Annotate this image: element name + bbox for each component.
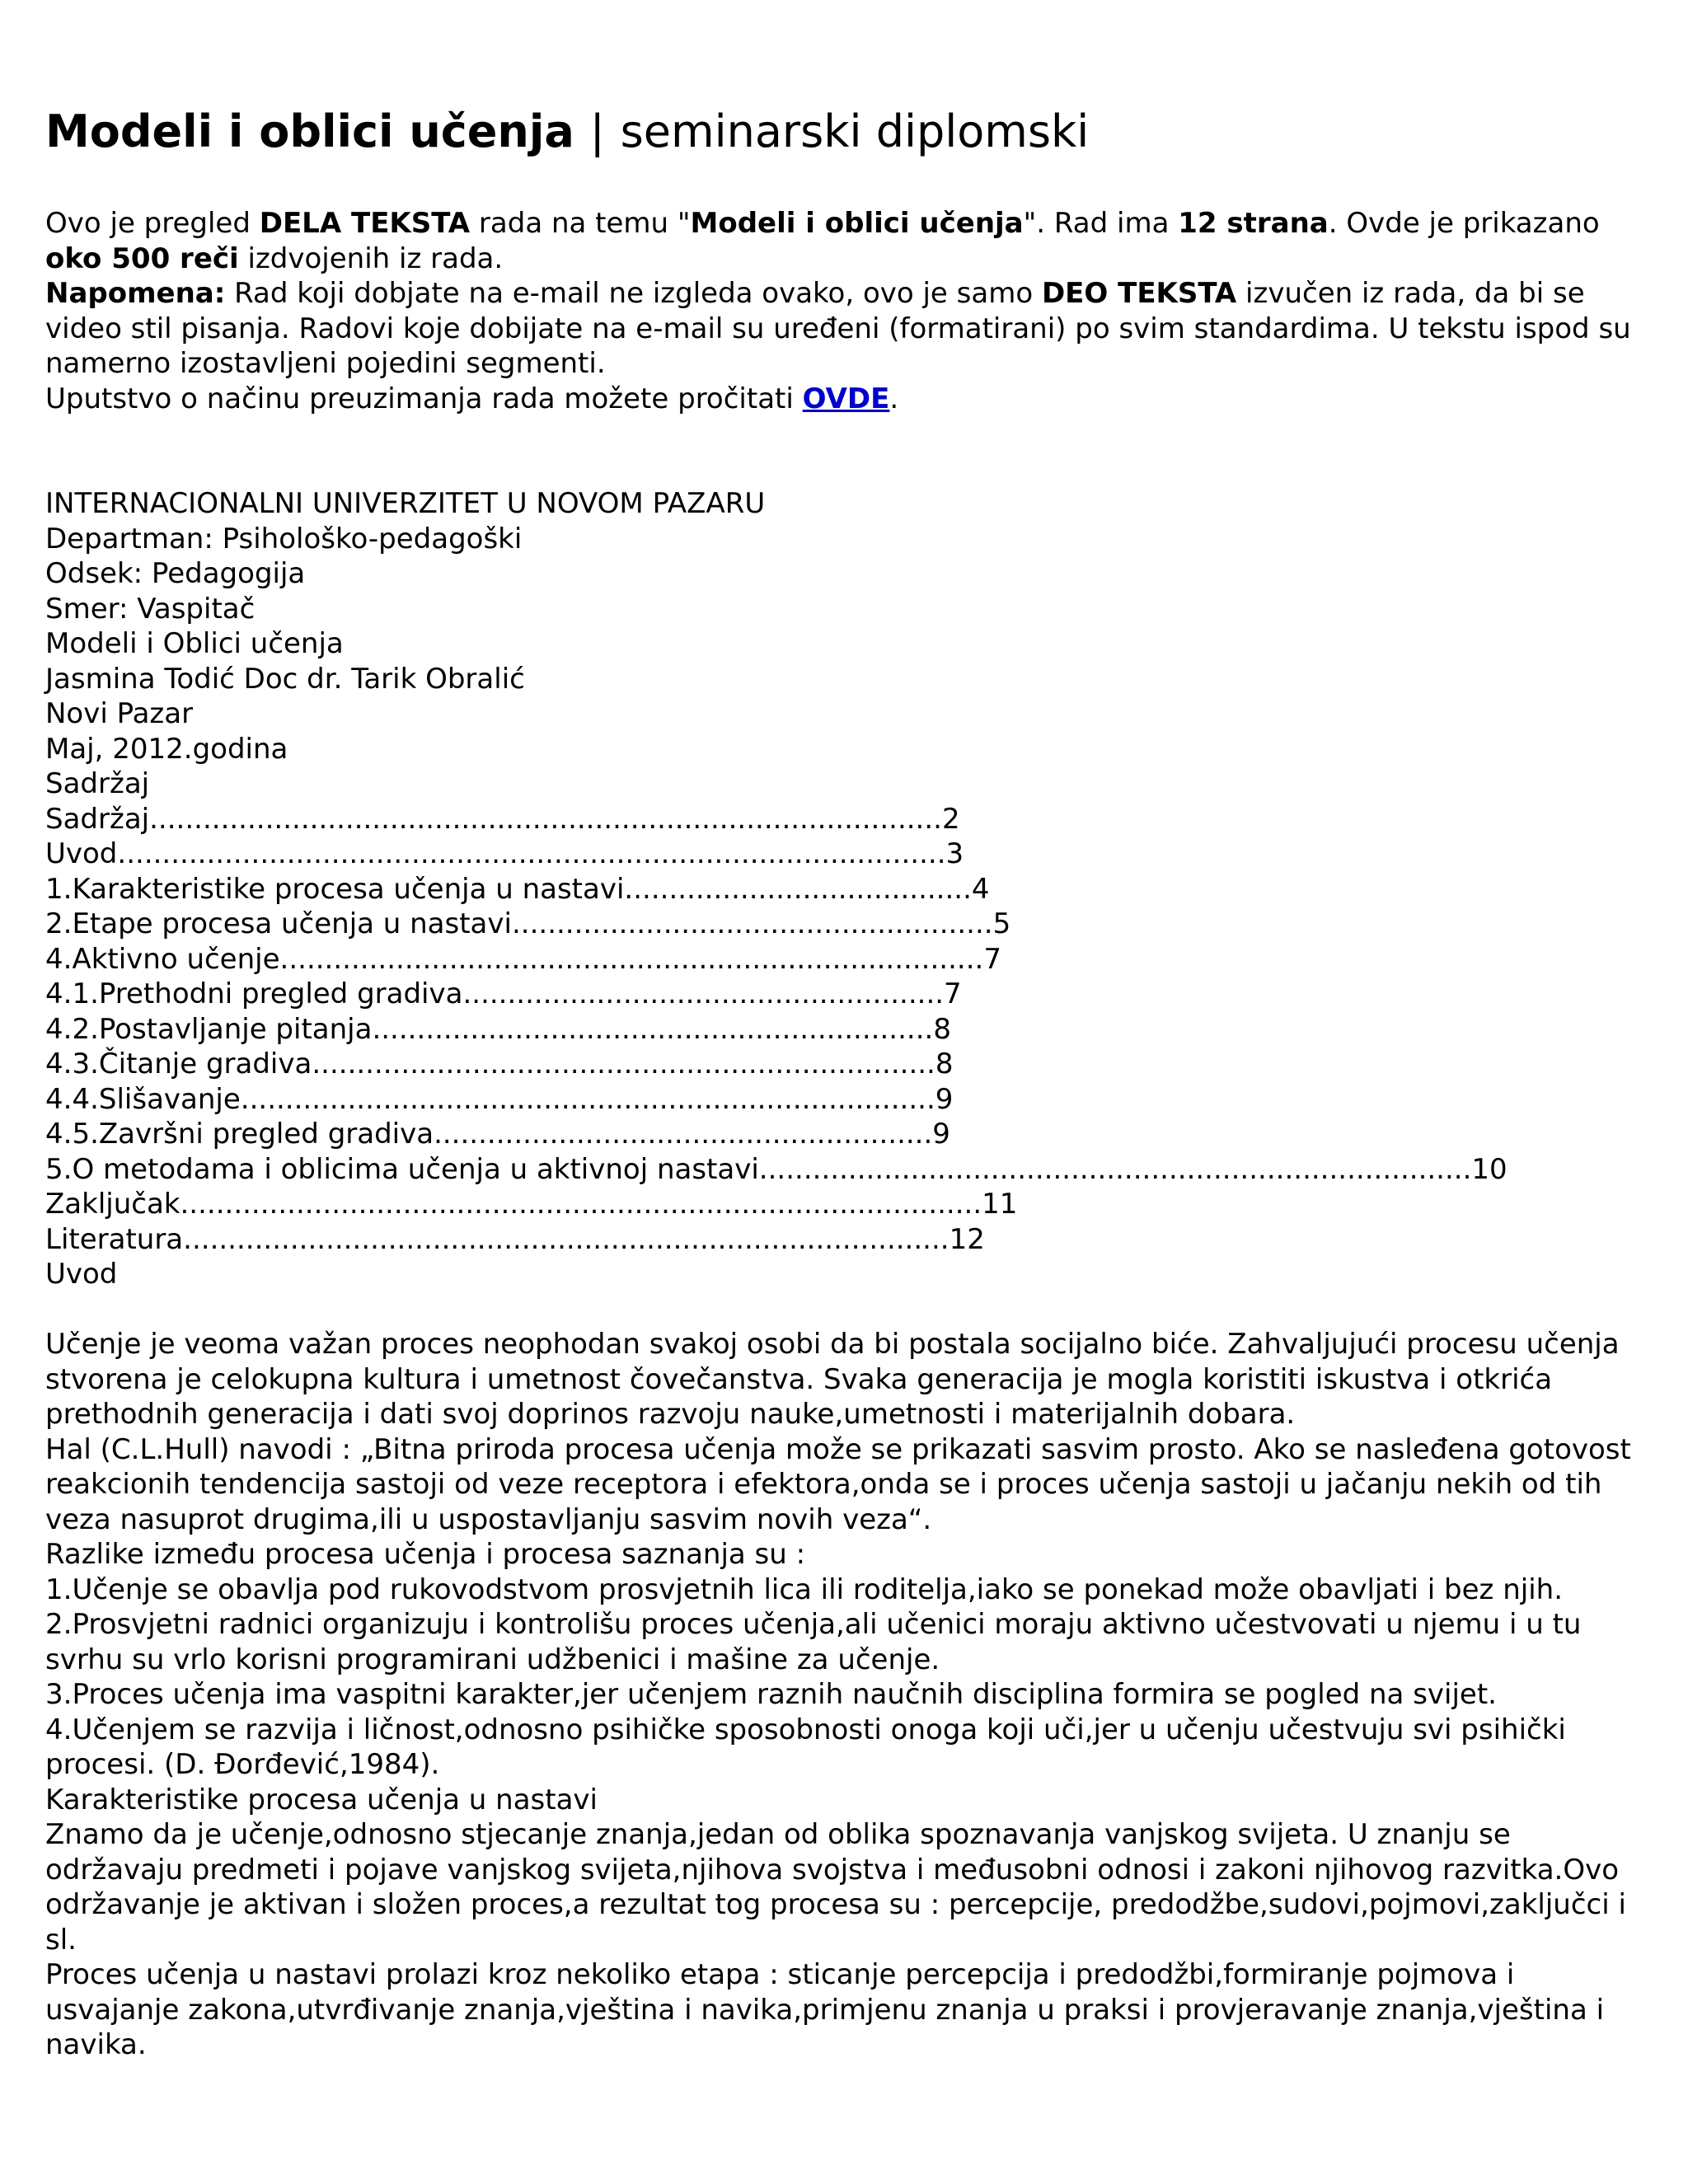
toc-entry: Zaključak..........................................................................................11 [45,1188,1018,1221]
spacer [45,1292,1653,1328]
title-subtitle: seminarski diplomski [620,105,1090,157]
note-label: Napomena: [45,277,226,310]
toc-entry: 2.Etape procesa učenja u nastavi......................................................5 [45,907,1011,940]
body-paragraph: Znamo da je učenje,odnosno stjecanje znanja,jedan od oblika spoznavanja vanjskog svijeta. U znanju se održavaju predmeti i pojave vanjskog svijeta,njihova svojstva i međusobni odnosi i zakoni njihovog razvitka.Ovo održavanje je aktivan i složen proces,a rezultat tog procesa su : percepcije, predodžbe,sudovi,pojmovi,zaključci i sl. [45,1818,1626,1957]
intro-paragraph-3 [45,382,1653,417]
toc-entry: Literatura......................................................................................12 [45,1222,985,1256]
uvod-heading: Uvod [45,1258,118,1291]
header-line: Modeli i Oblici učenja [45,627,344,660]
intro-text: ". Rad ima [1023,207,1179,240]
intro-notice [45,206,1653,416]
body-paragraph: Karakteristike procesa učenja u nastavi [45,1783,598,1816]
header-line: Departman: Psihološko-pedagoški [45,522,523,555]
toc-entry: Sadržaj.........................................................................................2 [45,802,960,836]
intro-text: Ovo je pregled [45,207,260,240]
table-of-contents [45,802,1653,1258]
header-line: Sadržaj [45,767,150,800]
intro-paragraph-1 [45,206,1653,276]
body-paragraph: Učenje je veoma važan proces neophodan svakoj osobi da bi postala socijalno biće. Zahvaljujući procesu učenja stvorena je celokupna kultura i umetnost čovečanstva. Svaka generacija je mogla koristiti iskustva i otkrića prethodnih generacija i dati svoj doprinos razvoju nauke,umetnosti i materijalnih dobara. [45,1328,1620,1431]
body-paragraph: Razlike između procesa učenja i procesa saznanja su : [45,1538,806,1571]
body-paragraph: 2.Prosvjetni radnici organizuju i kontrolišu proces učenja,ali učenici moraju aktivno učestvovati u njemu i u tu svrhu su vrlo korisni programirani udžbenici i mašine za učenje. [45,1608,1582,1676]
intro-text: izvučen iz rada, da bi se video stil pisanja. Radovi koje dobijate na e-mail su uređeni (formatirani) po svim standardima. U tekstu ispod su namerno izostavljeni pojedini segmenti. [45,277,1631,380]
title-separator: | [589,105,605,157]
intro-text: izdvojenih iz rada. [238,241,504,275]
body-paragraph: Proces učenja u nastavi prolazi kroz nekoliko etapa : sticanje percepcija i predodžbi,formiranje pojmova i usvajanje zakona,utvrđivanje znanja,vještina i navika,primjenu znanja u praksi i provjeravanje znanja,vještina i navika. [45,1958,1605,2061]
header-line: INTERNACIONALNI UNIVERZITET U NOVOM PAZARU [45,487,766,520]
header-line: Odsek: Pedagogija [45,557,306,590]
body-paragraph: Hal (C.L.Hull) navodi : „Bitna priroda procesa učenja može se prikazati sasvim prosto. Ako se nasleđena gotovost reakcionih tendencija sastoji od veze receptora i efektora,onda se i proces učenja sastoji u jačanju nekih od tih veza nasuprot drugima,ili u uspostavljanju sasvim novih veza“. [45,1432,1631,1536]
header-line: Smer: Vaspitač [45,592,256,626]
body-paragraph: 4.Učenjem se razvija i ličnost,odnosno psihičke sposobnosti onoga koji uči,jer u učenju učestvuju svi psihički procesi. (D. Đorđević,1984). [45,1713,1566,1781]
document-body [45,486,1653,2063]
toc-entry: 5.O metodama i oblicima učenja u aktivnoj nastavi................................................................................10 [45,1152,1507,1186]
intro-text: . [889,382,899,415]
intro-text: Uputstvo o načinu preuzimanja rada možete pročitati [45,382,803,415]
intro-bold: oko 500 reči [45,241,239,275]
header-line: Maj, 2012.godina [45,732,288,766]
intro-bold: 12 strana [1178,207,1329,240]
title-main: Modeli i oblici učenja [45,105,574,157]
header-line: Novi Pazar [45,697,194,730]
intro-bold: DELA TEKSTA [259,207,471,240]
toc-entry: Uvod.............................................................................................3 [45,837,964,870]
download-instructions-link[interactable]: OVDE [802,382,890,415]
toc-entry: 1.Karakteristike procesa učenja u nastavi.......................................4 [45,872,990,906]
thesis-header [45,486,1653,802]
page-title [45,105,1089,158]
intro-text: rada na temu " [470,207,691,240]
toc-entry: 4.3.Čitanje gradiva......................................................................8 [45,1047,954,1080]
intro-text: . Ovde je prikazano [1328,207,1600,240]
toc-entry: 4.Aktivno učenje...............................................................................7 [45,942,1001,976]
intro-bold: Modeli i oblici učenja [690,207,1024,240]
body-text [45,1327,1653,2063]
toc-entry: 4.4.Slišavanje..............................................................................9 [45,1082,954,1116]
toc-entry: 4.1.Prethodni pregled gradiva......................................................7 [45,977,962,1010]
intro-text: Rad koji dobjate na e-mail ne izgleda ovako, ovo je samo [225,277,1042,310]
toc-entry: 4.5.Završni pregled gradiva........................................................9 [45,1118,950,1151]
intro-bold: DEO TEKSTA [1041,277,1237,310]
intro-paragraph-2 [45,276,1653,382]
header-line: Jasmina Todić Doc dr. Tarik Obralić [45,662,525,696]
body-paragraph: 3.Proces učenja ima vaspitni karakter,jer učenjem raznih naučnih disciplina formira se pogled na svijet. [45,1678,1497,1711]
toc-entry: 4.2.Postavljanje pitanja...............................................................8 [45,1012,951,1046]
body-paragraph: 1.Učenje se obavlja pod rukovodstvom prosvjetnih lica ili roditelja,iako se ponekad može obavljati i bez njih. [45,1572,1563,1606]
